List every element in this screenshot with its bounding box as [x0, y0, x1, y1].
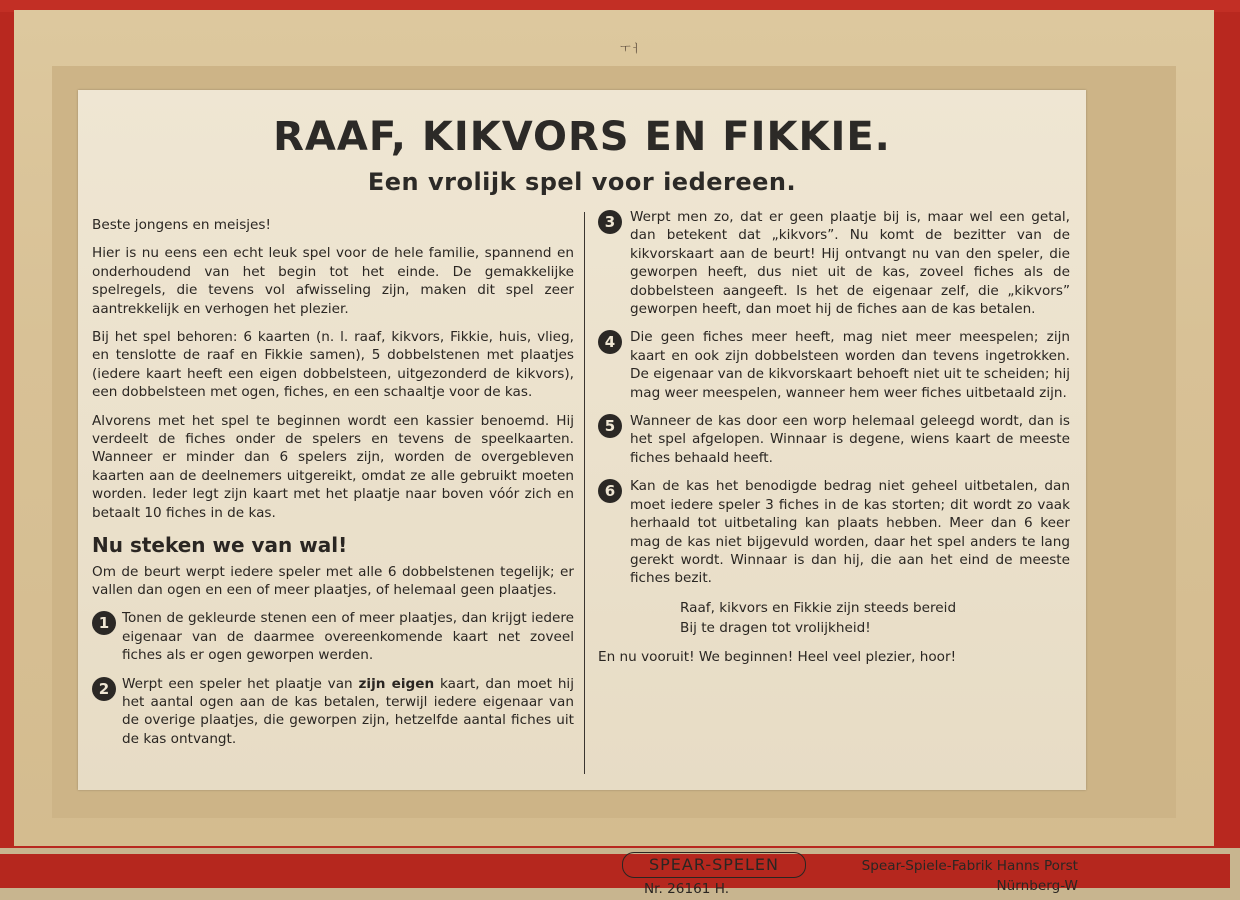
- rule-number-badge: 2: [92, 677, 116, 701]
- manufacturer-city: Nürnberg-W: [996, 878, 1078, 894]
- rule-number-badge: 6: [598, 479, 622, 503]
- rule-text: Werpt men zo, dat er geen plaatje bij is, maar wel een getal, dan betekent dat „kikvors”. Nu komt de bezitter van de kikvorskaart aan de beurt! Hij ontvangt nu van den speler, die geworpen heeft, dus niet uit de kas, zoveel fiches als de dobbelsteen aangeeft. Is het de eigenaar zelf, die „kikvors” geworpen heeft, dan moet hij de fiches aan de kas betalen.: [630, 209, 1070, 318]
- rule-5: [598, 412, 1070, 467]
- manufacturer: [846, 856, 1078, 896]
- rule-text: kaart, dan moet hij het aantal ogen aan de kas betalen, terwijl iedere eigenaar van de overige plaatjes, die geworpen zijn, hetzelfde aantal fiches uit de kas ontvangt.: [122, 675, 574, 747]
- page-title: RAAF, KIKVORS EN FIKKIE.: [273, 114, 891, 160]
- rule-number-badge: 1: [92, 611, 116, 635]
- rule-number-badge: 4: [598, 330, 622, 354]
- column-divider: [584, 212, 585, 774]
- closing-line: En nu vooruit! We beginnen! Heel veel plezier, hoor!: [598, 648, 957, 665]
- verse-line-1: Raaf, kikvors en Fikkie zijn steeds bereid: [680, 599, 957, 616]
- box-ink-mark: ㅜㅓ: [620, 42, 642, 55]
- setup-paragraph: Alvorens met het spel te beginnen wordt een kassier benoemd. Hij verdeelt de fiches onder de spelers en tevens de speelkaarten. Wanneer er minder dan 6 spelers zijn, worden de overgebleven kaarten aan de deelnemers uitgereikt, omdat ze alle gebruikt moeten worden. Ieder legt zijn kaart met het plaatje naar boven vóór zich en betaalt 10 fiches in de kas.: [92, 412, 574, 521]
- rule-3: [598, 208, 1070, 318]
- rule-4: [598, 328, 1070, 402]
- rule-number-badge: 3: [598, 210, 622, 234]
- verse-line-2: Bij te dragen tot vrolijkheid!: [680, 619, 871, 636]
- page-subtitle: Een vrolijk spel voor iedereen.: [367, 168, 797, 196]
- rule-text: Wanneer de kas door een worp helemaal geleegd wordt, dan is het spel afgelopen. Winnaar is degene, wiens kaart de meeste fiches behaald heeft.: [630, 413, 1070, 466]
- rule-text: Kan de kas het benodigde bedrag niet geheel uitbetalen, dan moet iedere speler 3 fiches in de kas storten; dit wordt zo vaak herhaald tot uitbetaling kan plaats hebben. Meer dan 6 keer mag de kas niet bijgevuld worden, daar het spel anders te lang gerekt wordt. Winnaar is dan hij, die aan het eind de meeste fiches bezit.: [630, 478, 1070, 587]
- rule-number-badge: 5: [598, 414, 622, 438]
- contents-paragraph: Bij het spel behoren: 6 kaarten (n. l. raaf, kikvors, Fikkie, huis, vlieg, en tenslotte de raaf en Fikkie samen), 5 dobbelstenen met plaatjes (iedere kaart heeft een eigen dobbelsteen, uitgezonderd de kikvors), een dobbelsteen met ogen, fiches, en een schaaltje voor de kas.: [92, 329, 574, 401]
- rules-sheet: [78, 90, 1086, 897]
- manufacturer-name: Spear-Spiele-Fabrik Hanns Porst: [861, 858, 1078, 874]
- rule-text: Werpt een speler het plaatje van: [122, 675, 359, 692]
- rule-text: Die geen fiches meer heeft, mag niet meer meespelen; zijn kaart en ook zijn dobbelsteen worden dan tevens ingetrokken. De eigenaar van de kikvorskaart behoeft niet uit te scheiden; hij mag weer meespelen, wanneer hem weer fiches uitbetaald zijn.: [630, 329, 1070, 401]
- intro-paragraph: Hier is nu eens een echt leuk spel voor de hele familie, spannend en onderhoudend van het begin tot het einde. De gemakkelijke spelregels, die tevens vol afwisseling zijn, maken dit spel zeer aantrekkelijk en verhogen het plezier.: [92, 245, 574, 317]
- brand-logo: SPEAR-SPELEN: [622, 852, 806, 878]
- section-heading: Nu steken we van wal!: [92, 533, 348, 558]
- right-column: [598, 208, 1078, 897]
- play-paragraph: Om de beurt werpt iedere speler met alle 6 dobbelstenen tegelijk; er vallen dan ogen en een of meer plaatjes, of helemaal geen plaatjes.: [92, 563, 574, 598]
- article-number: Nr. 26161 H.: [644, 881, 730, 897]
- verse: [680, 598, 1070, 638]
- rule-6: [598, 477, 1070, 587]
- greeting: Beste jongens en meisjes!: [92, 217, 271, 233]
- rule-2: [92, 675, 574, 749]
- left-column: [92, 216, 574, 758]
- rule-1: [92, 609, 574, 664]
- rule-text-bold: zijn eigen: [358, 675, 435, 692]
- rule-text: Tonen de gekleurde stenen een of meer plaatjes, dan krijgt iedere eigenaar van de daarmee overeenkomende kaart net zoveel fiches als er ogen geworpen werden.: [122, 610, 574, 664]
